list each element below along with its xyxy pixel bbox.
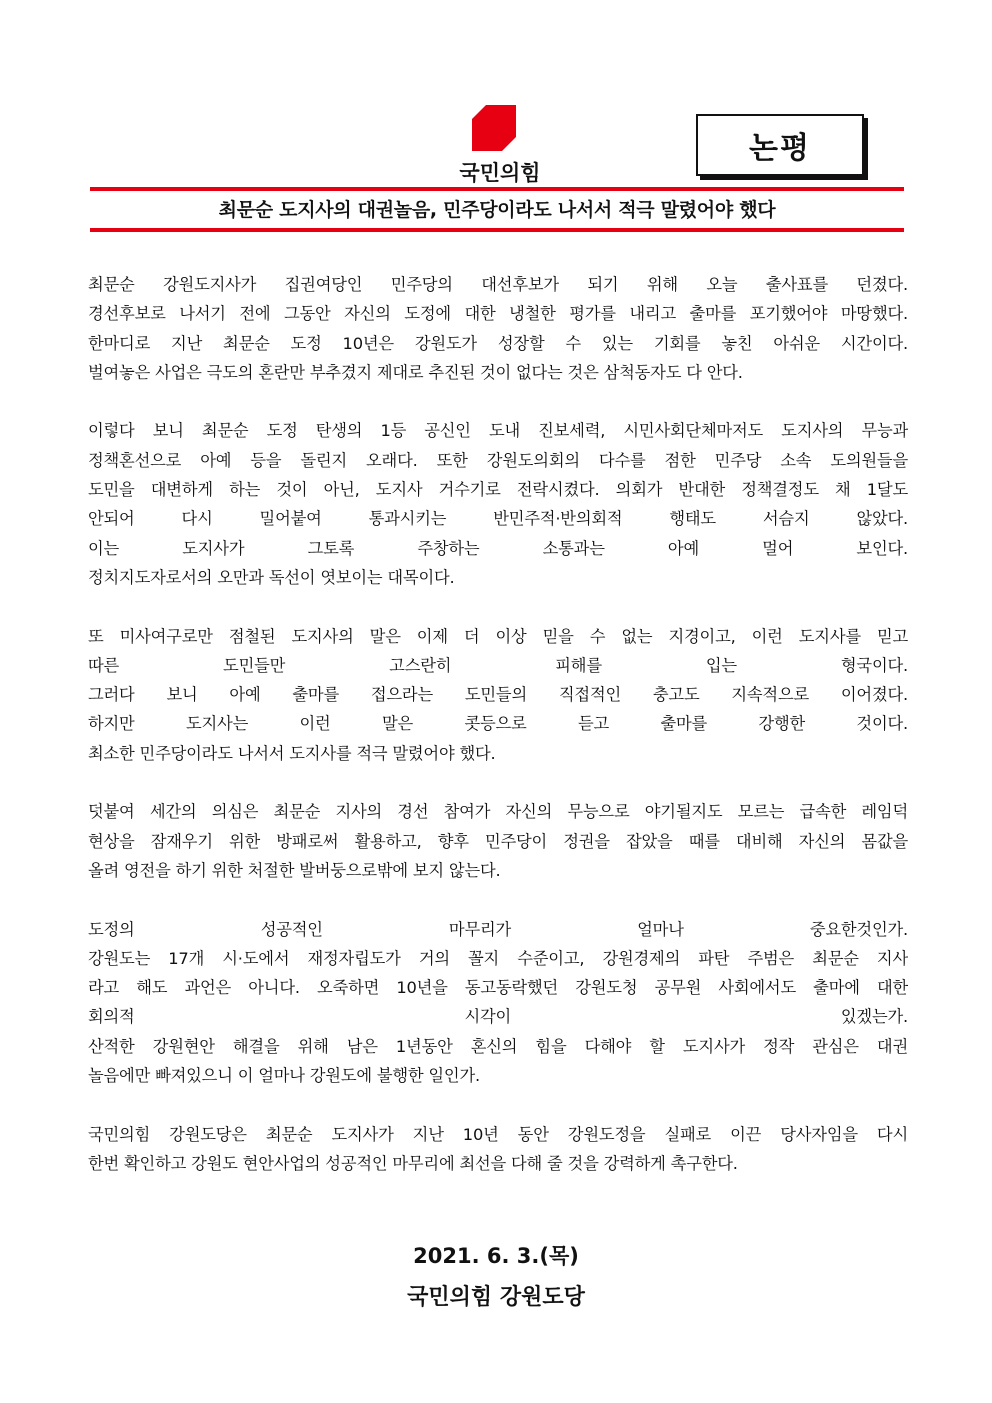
paragraph-line: 산적한 강원현안 해결을 위해 남은 1년동안 혼신의 힘을 다해야 할 도지사가 정작 관심은 대권: [88, 1036, 908, 1056]
paragraph-line: 한마디로 지난 최문순 도정 10년은 강원도가 성장할 수 있는 기회를 놓친 아쉬운 시간이다.: [88, 333, 908, 353]
paragraph-line: 안되어 다시 밀어붙여 통과시키는 반민주적·반의회적 행태도 서슴지 않았다.: [88, 509, 908, 529]
party-logo-icon: [472, 105, 516, 151]
paragraph-line: 벌여놓은 사업은 극도의 혼란만 부추겼지 제대로 추진된 것이 없다는 것은 삼척동자도 다 안다.: [88, 362, 743, 382]
paragraph-line: 정책혼선으로 아예 등을 돌린지 오래다. 또한 강원도의회의 다수를 점한 민주당 소속 도의원들을: [88, 450, 908, 470]
paragraph-line: 정치지도자로서의 오만과 독선이 엿보이는 대목이다.: [88, 567, 455, 587]
paragraph-line: 최문순 강원도지사가 집권여당인 민주당의 대선후보가 되기 위해 오늘 출사표를 던졌다.: [88, 275, 908, 294]
statement-date: 2021. 6. 3.(목): [413, 1244, 579, 1268]
headline-rule-bottom: [90, 228, 904, 232]
paragraph: [88, 797, 908, 885]
paragraph-line: 덧붙여 세간의 의심은 최문순 지사의 경선 참여가 자신의 무능으로 야기될지도 모르는 급속한 레임덕: [88, 802, 908, 822]
paragraph: [88, 1120, 908, 1179]
headline-rule-top: [90, 187, 904, 191]
issuing-organization: 국민의힘 강원도당: [407, 1285, 585, 1310]
paragraph-line: 이렇다 보니 최문순 도정 탄생의 1등 공신인 도내 진보세력, 시민사회단체마저도 도지사의 무능과: [88, 421, 908, 441]
paragraph: [88, 622, 908, 768]
paragraph-line: 또 미사여구로만 점철된 도지사의 말은 이제 더 이상 믿을 수 없는 지경이고, 이런 도지사를 믿고: [88, 626, 908, 646]
paragraph: [88, 915, 908, 1091]
headline: 최문순 도지사의 대권놀음, 민주당이라도 나서서 적극 말렸어야 했다: [218, 199, 776, 221]
statement-body: [88, 270, 908, 1208]
paragraph-line: 강원도는 17개 시·도에서 재정자립도가 거의 꼴지 수준이고, 강원경제의 파탄 주범은 최문순 지사: [88, 948, 908, 968]
paragraph-line: 도민을 대변하게 하는 것이 아닌, 도지사 거수기로 전락시켰다. 의회가 반대한 정책결정도 채 1달도: [88, 480, 908, 500]
paragraph: [88, 270, 908, 387]
paragraph-line: 경선후보로 나서기 전에 그동안 자신의 도정에 대한 냉철한 평가를 내리고 출마를 포기했어야 마땅했다.: [88, 304, 908, 324]
paragraph-line: 회의적 시각이 있겠는가.: [88, 1007, 908, 1027]
party-name: 국민의힘: [459, 161, 541, 185]
paragraph: [88, 416, 908, 592]
paragraph-line: 최소한 민주당이라도 나서서 도지사를 적극 말렸어야 했다.: [88, 743, 496, 763]
statement-type-label: 논평: [696, 114, 864, 176]
paragraph-line: 이는 도지사가 그토록 주창하는 소통과는 아예 멀어 보인다.: [88, 538, 908, 558]
paragraph-line: 따른 도민들만 고스란히 피해를 입는 형국이다.: [88, 655, 908, 675]
paragraph-line: 국민의힘 강원도당은 최문순 도지사가 지난 10년 동안 강원도정을 실패로 이끈 당사자임을 다시: [88, 1124, 908, 1144]
paragraph-line: 라고 해도 과언은 아니다. 오죽하면 10년을 동고동락했던 강원도청 공무원 사회에서도 출마에 대한: [88, 978, 908, 998]
paragraph-line: 현상을 잠재우기 위한 방패로써 활용하고, 향후 민주당이 정권을 잡았을 때를 대비해 자신의 몸값을: [88, 831, 908, 851]
party-logo: [440, 105, 560, 185]
paragraph-line: 그러다 보니 아예 출마를 접으라는 도민들의 직접적인 충고도 지속적으로 이어졌다.: [88, 685, 908, 705]
paragraph-line: 놀음에만 빠져있으니 이 얼마나 강원도에 불행한 일인가.: [88, 1066, 480, 1086]
paragraph-line: 하지만 도지사는 이런 말은 콧등으로 듣고 출마를 강행한 것이다.: [88, 714, 908, 734]
paragraph-line: 올려 영전을 하기 위한 처절한 발버둥으로밖에 보지 않는다.: [88, 860, 501, 880]
paragraph-line: 도정의 성공적인 마무리가 얼마나 중요한것인가.: [88, 919, 908, 939]
paragraph-line: 한번 확인하고 강원도 현안사업의 성공적인 마무리에 최선을 다해 줄 것을 강력하게 촉구한다.: [88, 1153, 738, 1173]
